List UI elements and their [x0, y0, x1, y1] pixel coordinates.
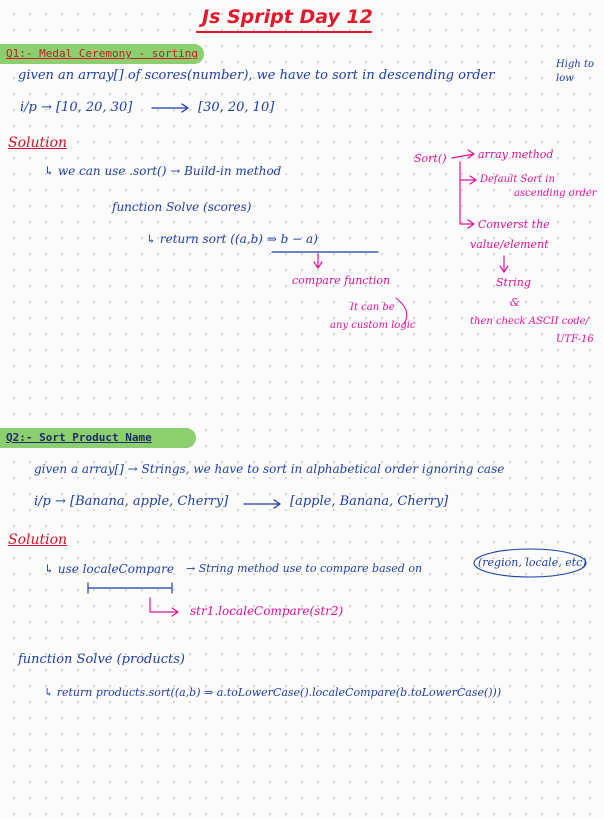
q2-input: i/p → [Banana, apple, Cherry] [34, 494, 229, 509]
q1-high-low-note: High to low [556, 59, 594, 84]
q1-solution-label: Solution [8, 135, 68, 151]
q1-return-line: ↳ return sort ((a,b) ⇒ b − a) [146, 232, 318, 246]
sort-notes-converts: Converst the [478, 218, 550, 231]
q2-statement: given a array[] → Strings, we have to sort in alphabetical order ignoring case [34, 462, 505, 476]
q2-step-locale: ↳ use localeCompare [44, 562, 175, 576]
sort-notes-default: Default Sort in [480, 174, 555, 185]
q1-compare-function-label: compare function [292, 274, 391, 287]
q2-heading-text: Q2:- Sort Product Name [6, 431, 152, 444]
sort-notes-string: String [496, 276, 531, 289]
sort-notes-head: Sort() [414, 152, 447, 165]
q1-compare-note-2: any custom logic [330, 320, 416, 331]
q1-statement: given an array[] of scores(number), we have to sort in descending order [18, 68, 495, 83]
q1-compare-note-1: It can be [350, 302, 395, 313]
sort-notes-array-method: array method [478, 148, 554, 161]
page-title: Js Spript Day 12 [202, 6, 373, 28]
sort-notes-ampersand: & [510, 296, 520, 309]
q2-output: [apple, Banana, Cherry] [290, 494, 449, 509]
sort-notes-ascending: ascending order [514, 188, 597, 199]
q1-step-sort: ↳ we can use .sort() → Build-in method [44, 164, 282, 178]
q1-input: i/p → [10, 20, 30] [20, 100, 133, 115]
q2-return-line: ↳ return products.sort((a,b) ⇒ a.toLowerCase().localeCompare(b.toLowerCase())) [44, 686, 502, 699]
q2-step-compare: str1.localeCompare(str2) [190, 604, 344, 618]
sort-notes-then-check: then check ASCII code/ [470, 316, 589, 327]
sort-notes-utf: UTF-16 [556, 334, 594, 345]
q2-step-paren: (region, locale, etc) [478, 556, 587, 569]
q2-function-signature: function Solve (products) [18, 652, 185, 667]
q2-step-desc: → String method use to compare based on [186, 562, 423, 575]
sort-notes-value-element: value/element [470, 238, 549, 251]
q1-heading-text: Q1:- Medal Ceremony - sorting [6, 47, 199, 60]
q2-solution-label: Solution [8, 532, 68, 548]
q1-function-signature: function Solve (scores) [112, 200, 252, 214]
q1-output: [30, 20, 10] [198, 100, 275, 115]
